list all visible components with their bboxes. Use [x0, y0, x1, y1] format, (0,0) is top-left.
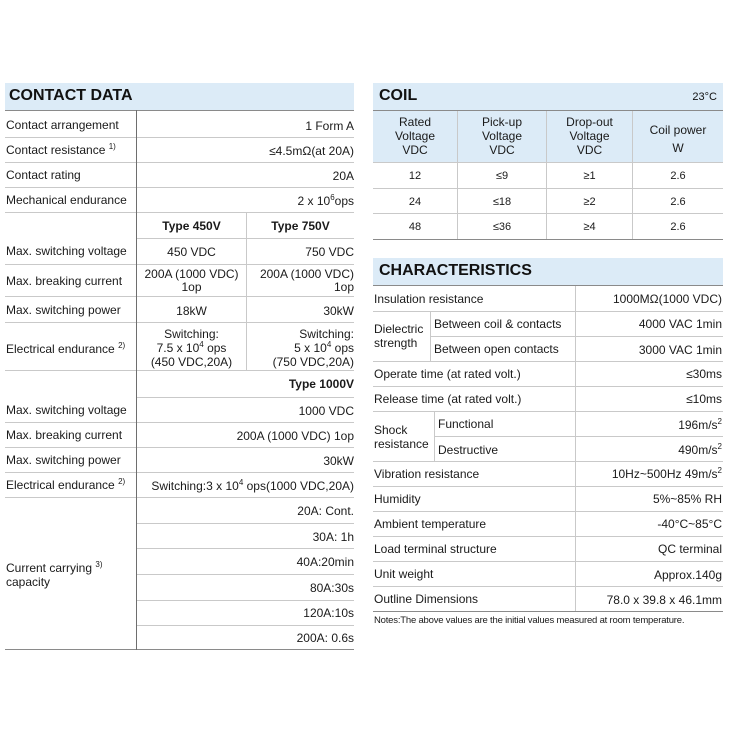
- max-breaking-current-750-l1: 200A (1000 VDC): [259, 267, 354, 281]
- outline-dimensions-label: Outline Dimensions: [374, 592, 479, 606]
- max-switching-power-450: 18kW: [176, 304, 207, 318]
- max-switching-voltage-label: Max. switching voltage: [6, 244, 127, 258]
- electrical-endurance-450-l3: (450 VDC,20A): [150, 355, 233, 369]
- unit-weight-value: Approx.140g: [653, 568, 722, 582]
- dielectric-open-contacts-label: Between open contacts: [434, 342, 559, 356]
- max-breaking-current-1000-label: Max. breaking current: [6, 428, 123, 442]
- electrical-endurance-750-l1: Switching:: [299, 327, 354, 341]
- mechanical-endurance-label: Mechanical endurance: [6, 193, 127, 207]
- max-breaking-current-450-l2: 1op: [181, 280, 202, 294]
- load-terminal-value: QC terminal: [657, 542, 722, 556]
- ambient-temperature-value: -40°C~85°C: [657, 517, 722, 531]
- characteristics-title: CHARACTERISTICS: [379, 262, 532, 279]
- max-breaking-current-750-l2: 1op: [333, 280, 354, 294]
- contact-resistance-value: ≤4.5mΩ(at 20A): [269, 144, 354, 158]
- electrical-endurance-1000-value: Switching:3 x $10^4$ ops(1000 VDC,20A): [151, 478, 354, 493]
- coil-cell: 2.6: [670, 196, 686, 208]
- contact-rating-value: 20A: [332, 169, 354, 183]
- coil-temperature: 23°C: [692, 91, 717, 103]
- contact-arrangement-value: 1 Form A: [305, 119, 354, 133]
- release-time-value: ≤10ms: [686, 392, 722, 406]
- electrical-endurance-450-l1: Switching:: [164, 327, 219, 341]
- max-switching-voltage-450: 450 VDC: [167, 245, 216, 259]
- current-carrying-value: 30A: 1h: [312, 530, 354, 544]
- ambient-temperature-label: Ambient temperature: [374, 517, 487, 531]
- max-switching-voltage-1000-label: Max. switching voltage: [6, 403, 127, 417]
- operate-time-label: Operate time (at rated volt.): [374, 367, 521, 381]
- characteristics-note: Notes:The above values are the initial values measured at room temperature.: [374, 615, 685, 626]
- max-switching-power-label: Max. switching power: [6, 303, 121, 317]
- coil-cell: ≥4: [583, 221, 596, 233]
- current-carrying-label-l2: capacity: [6, 575, 51, 589]
- dielectric-strength-label: Dielectric strength: [374, 322, 424, 350]
- electrical-endurance-label: Electrical endurance $^{2)}$: [6, 341, 126, 356]
- type-750v-header: Type 750V: [271, 219, 330, 233]
- humidity-label: Humidity: [374, 492, 421, 506]
- coil-header-coil-power: Coil power W: [649, 123, 707, 155]
- coil-title: COIL: [379, 87, 418, 104]
- shock-functional-value: $196m/s^2$: [678, 417, 722, 432]
- shock-resistance-label: Shock resistance: [374, 423, 429, 451]
- coil-cell: 12: [408, 170, 422, 182]
- dielectric-coil-contacts-label: Between coil & contacts: [434, 317, 562, 331]
- load-terminal-label: Load terminal structure: [374, 542, 497, 556]
- max-switching-voltage-1000-value: 1000 VDC: [298, 404, 354, 418]
- contact-arrangement-label: Contact arrangement: [6, 118, 119, 132]
- coil-header-dropout-voltage: Drop-out Voltage VDC: [566, 115, 613, 157]
- electrical-endurance-750-l3: (750 VDC,20A): [272, 355, 354, 369]
- coil-cell: ≤9: [495, 170, 509, 182]
- max-switching-voltage-750: 750 VDC: [305, 245, 354, 259]
- contact-resistance-label: Contact resistance $^{1)}$: [6, 142, 116, 157]
- coil-cell: 2.6: [670, 221, 686, 233]
- contact-rating-label: Contact rating: [6, 168, 81, 182]
- shock-destructive-value: $490m/s^2$: [678, 442, 722, 457]
- humidity-value: 5%~85% RH: [652, 492, 722, 506]
- electrical-endurance-750-l2: 5 x $10^4$ ops: [294, 340, 354, 355]
- max-breaking-current-1000-value: 200A (1000 VDC) 1op: [236, 429, 354, 443]
- coil-cell: 2.6: [670, 170, 686, 182]
- coil-cell: ≥2: [583, 196, 596, 208]
- coil-cell: 24: [408, 196, 422, 208]
- current-carrying-value: 80A:30s: [309, 581, 354, 595]
- contact-data-header: [5, 83, 354, 110]
- max-breaking-current-450-l1: 200A (1000 VDC): [144, 267, 239, 281]
- coil-cell: ≥1: [583, 170, 596, 182]
- type-450v-header: Type 450V: [162, 219, 221, 233]
- electrical-endurance-450-l2: 7.5 x $10^4$ ops: [156, 340, 227, 355]
- current-carrying-label-l1: Current carrying $^{3)}$: [6, 560, 103, 575]
- coil-header: [373, 83, 723, 110]
- dielectric-open-contacts-value: 3000 VAC 1min: [638, 343, 722, 357]
- coil-cell: 48: [408, 221, 422, 233]
- unit-weight-label: Unit weight: [374, 567, 434, 581]
- current-carrying-value: 120A:10s: [303, 606, 354, 620]
- max-switching-power-1000-label: Max. switching power: [6, 453, 121, 467]
- operate-time-value: ≤30ms: [686, 367, 722, 381]
- type-1000v-header: Type 1000V: [288, 377, 354, 391]
- max-breaking-current-label: Max. breaking current: [6, 274, 123, 288]
- shock-functional-label: Functional: [438, 417, 494, 431]
- mechanical-endurance-value: 2 x $10^6ops$: [297, 193, 354, 208]
- insulation-resistance-value: 1000MΩ(1000 VDC): [612, 292, 722, 306]
- release-time-label: Release time (at rated volt.): [374, 392, 522, 406]
- max-switching-power-1000-value: 30kW: [323, 454, 354, 468]
- coil-header-pickup-voltage: Pick-up Voltage VDC: [481, 115, 523, 157]
- current-carrying-value: 200A: 0.6s: [296, 631, 354, 645]
- insulation-resistance-label: Insulation resistance: [374, 292, 484, 306]
- electrical-endurance-1000-label: Electrical endurance $^{2)}$: [6, 477, 126, 492]
- shock-destructive-label: Destructive: [438, 443, 499, 457]
- current-carrying-value: 20A: Cont.: [297, 504, 354, 518]
- coil-cell: ≤18: [492, 196, 512, 208]
- current-carrying-value: 40A:20min: [296, 555, 354, 569]
- outline-dimensions-value: 78.0 x 39.8 x 46.1mm: [606, 593, 722, 607]
- characteristics-header: [373, 258, 723, 285]
- vibration-resistance-label: Vibration resistance: [374, 467, 480, 481]
- coil-cell: ≤36: [492, 221, 512, 233]
- max-switching-power-750: 30kW: [323, 304, 354, 318]
- dielectric-coil-contacts-value: 4000 VAC 1min: [638, 317, 722, 331]
- contact-data-title: CONTACT DATA: [9, 87, 133, 104]
- coil-header-rated-voltage: Rated Voltage VDC: [394, 115, 436, 157]
- vibration-resistance-value: 10Hz~500Hz $49m/s^2$: [611, 466, 722, 481]
